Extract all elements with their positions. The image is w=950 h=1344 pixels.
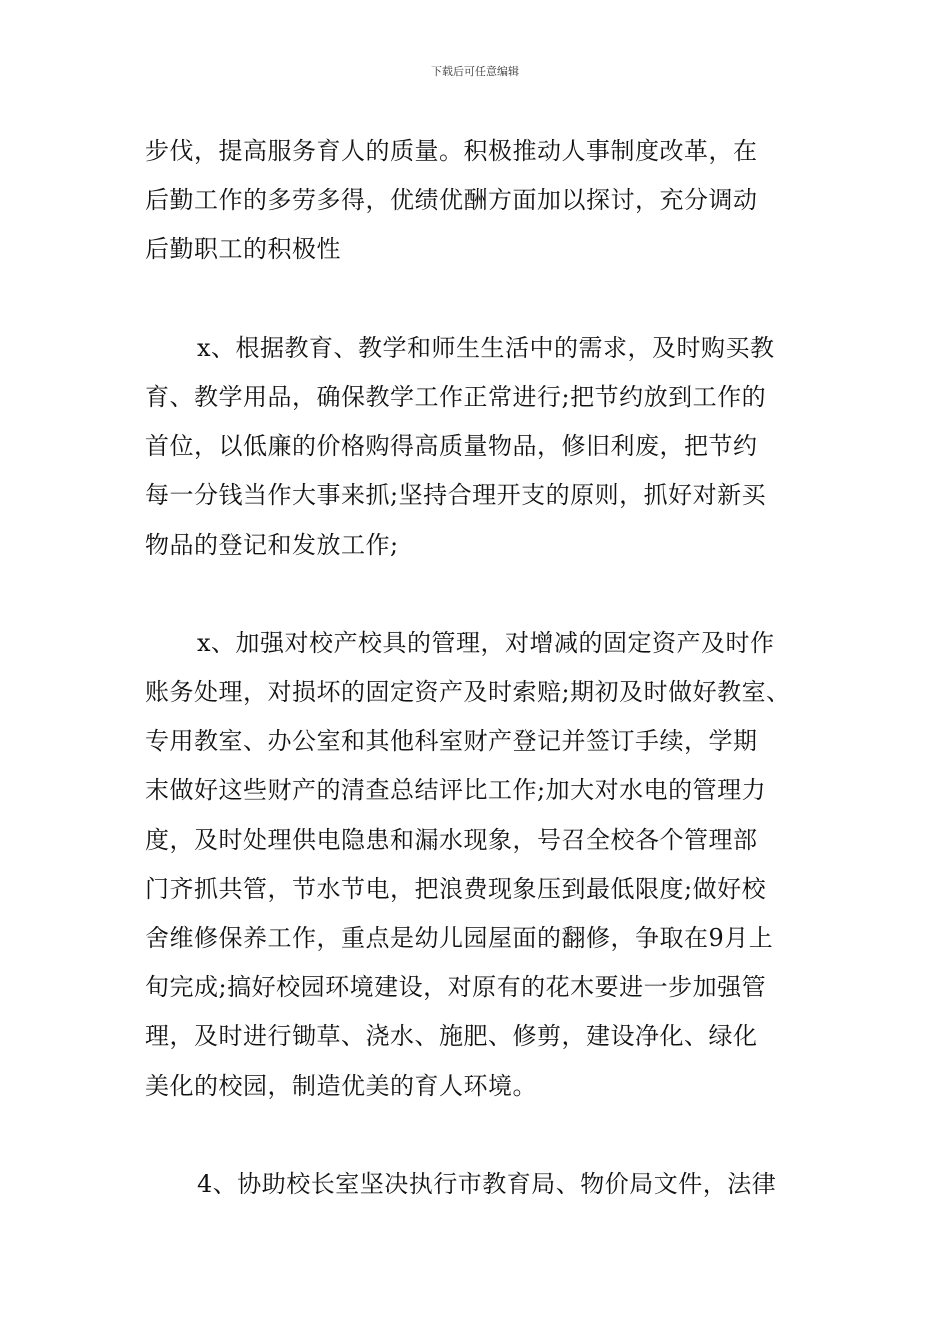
paragraph-2 bbox=[145, 324, 825, 570]
paragraph-3 bbox=[145, 619, 825, 1111]
text-line: 后勤工作的多劳多得，优绩优酬方面加以探讨，充分调动 bbox=[145, 186, 758, 215]
text-line: 舍维修保养工作，重点是幼儿园屋面的翻修，争取在9月上 bbox=[145, 924, 774, 952]
text-line: 度，及时处理供电隐患和漏水现象，号召全校各个管理部 bbox=[145, 825, 758, 854]
paragraph-1 bbox=[145, 127, 825, 275]
text-line: 专用教室、办公室和其他科室财产登记并签订手续，学期 bbox=[145, 727, 758, 756]
paragraph-spacer bbox=[145, 570, 825, 619]
text-line: x、根据教育、教学和师生生活中的需求，及时购买教 bbox=[197, 333, 775, 362]
text-line: 育、教学用品，确保教学工作正常进行;把节约放到工作的 bbox=[145, 382, 767, 411]
text-line: 步伐，提高服务育人的质量。积极推动人事制度改革，在 bbox=[145, 137, 758, 165]
text-line: 旬完成;搞好校园环境建设，对原有的花木要进一步加强管 bbox=[145, 973, 767, 1002]
text-line: 美化的校园，制造优美的育人环境。 bbox=[145, 1071, 537, 1100]
text-line: 账务处理，对损坏的固定资产及时索赔;期初及时做好教室、 bbox=[145, 678, 791, 707]
text-line: 末做好这些财产的清查总结评比工作;加大对水电的管理力 bbox=[145, 776, 767, 805]
page-header: 下载后可任意编辑 bbox=[431, 65, 519, 78]
paragraph-spacer bbox=[145, 1111, 825, 1160]
text-line: 后勤职工的积极性 bbox=[145, 235, 341, 264]
paragraph-spacer bbox=[145, 275, 825, 324]
text-line: x、加强对校产校具的管理，对增减的固定资产及时作 bbox=[197, 628, 775, 657]
paragraph-4 bbox=[145, 1160, 825, 1209]
text-line: 理，及时进行锄草、浇水、施肥、修剪，建设净化、绿化 bbox=[145, 1022, 758, 1051]
text-line: 门齐抓共管，节水节电，把浪费现象压到最低限度;做好校 bbox=[145, 874, 767, 903]
text-line: 首位，以低廉的价格购得高质量物品，修旧利废，把节约 bbox=[145, 432, 758, 461]
text-line: 每一分钱当作大事来抓;坚持合理开支的原则，抓好对新买 bbox=[145, 481, 767, 510]
document-body bbox=[145, 127, 825, 1209]
text-line: 物品的登记和发放工作; bbox=[145, 530, 399, 559]
text-line: 4、协助校长室坚决执行市教育局、物价局文件，法律 bbox=[197, 1169, 777, 1198]
